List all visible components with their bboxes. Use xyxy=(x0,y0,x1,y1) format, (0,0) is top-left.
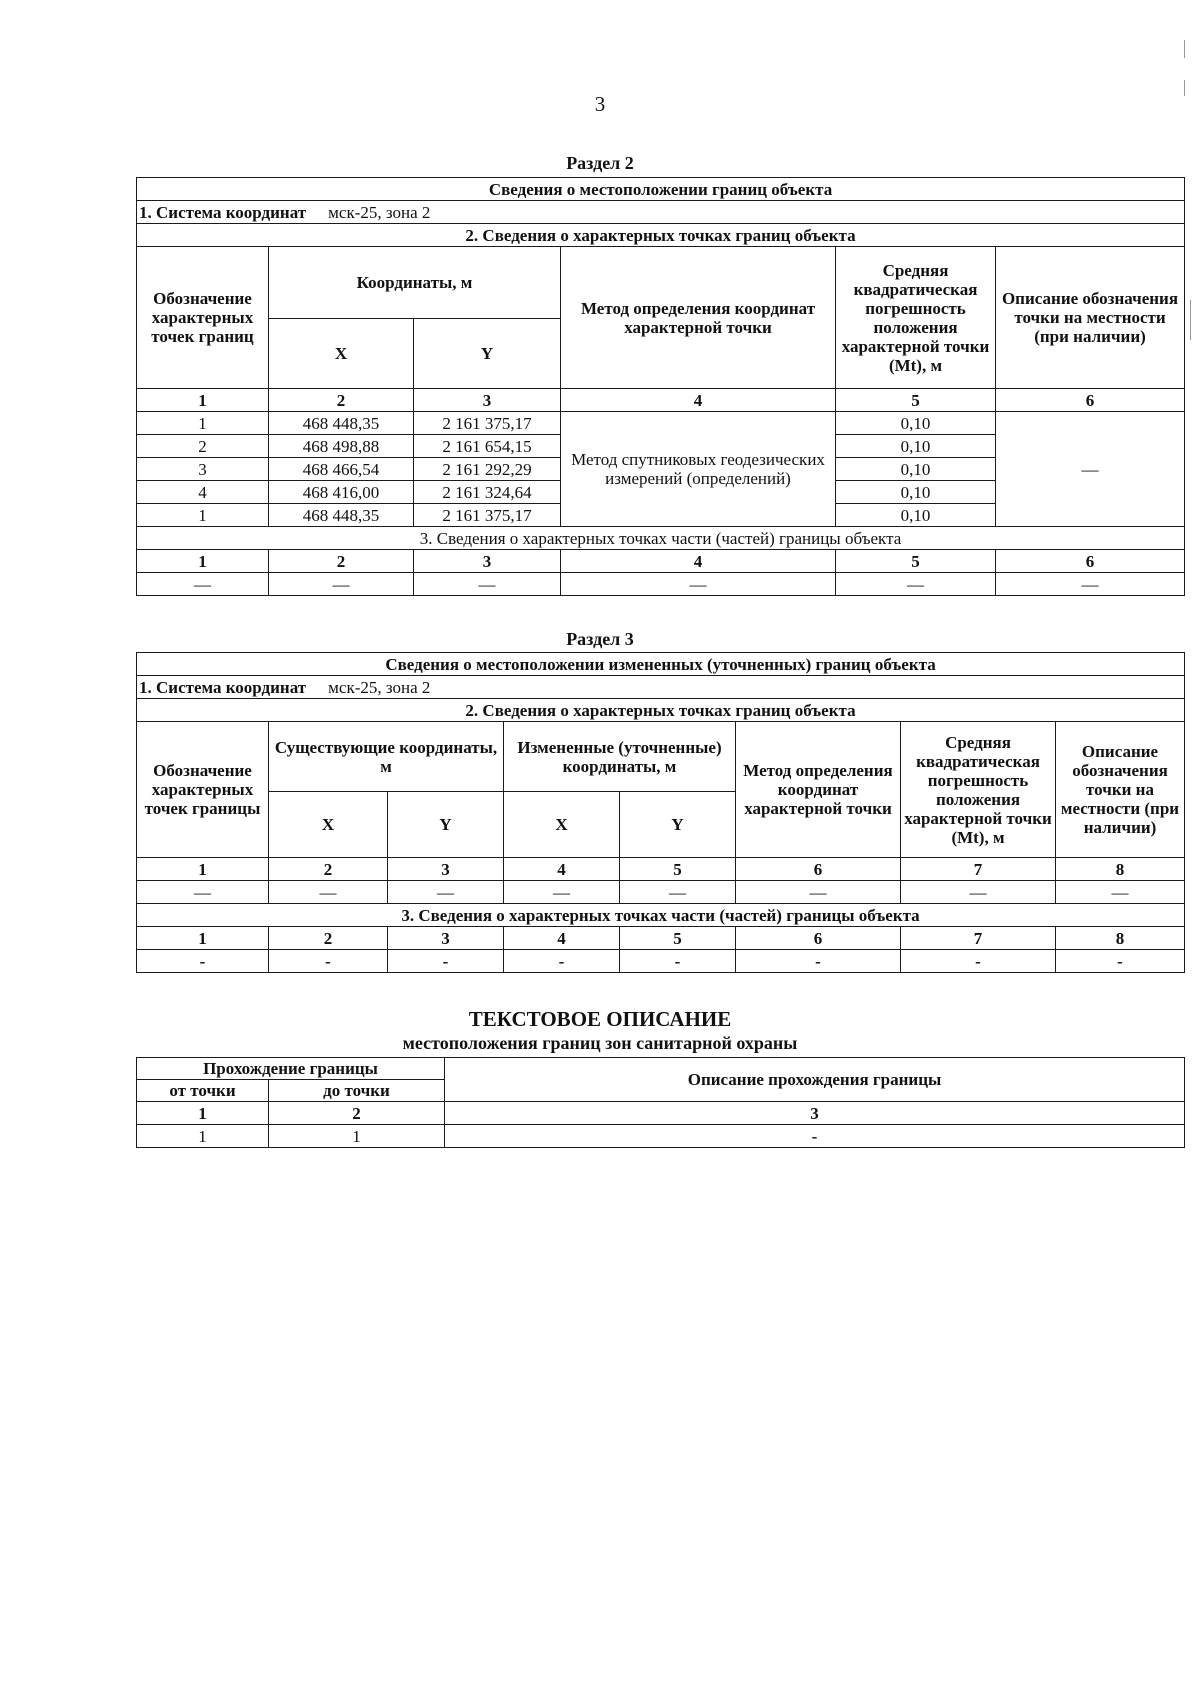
section2-table xyxy=(136,177,1185,596)
coord-system-value: мск-25, зона 2 xyxy=(328,202,431,222)
point-id: 1 xyxy=(137,504,269,527)
header-passage-description: Описание прохождения границы xyxy=(445,1058,1185,1102)
col-number: 3 xyxy=(414,550,561,573)
empty-cell: — xyxy=(561,573,836,596)
header-accuracy: Средняя квадратическая погрешность положения характерной точки (Mt), м xyxy=(836,247,996,389)
col-number: 4 xyxy=(504,858,620,881)
coord-y: 2 161 324,64 xyxy=(414,481,561,504)
accuracy-value: 0,10 xyxy=(836,412,996,435)
empty-cell: — xyxy=(1056,881,1185,904)
header-description: Описание обозначения точки на местности (при наличии) xyxy=(1056,722,1185,858)
col-number: 1 xyxy=(137,927,269,950)
col-number: 1 xyxy=(137,1102,269,1125)
col-number: 6 xyxy=(736,927,901,950)
table-row xyxy=(137,950,1185,973)
header-passage: Прохождение границы xyxy=(137,1058,445,1080)
point-id: 1 xyxy=(137,412,269,435)
header-x: X xyxy=(504,792,620,858)
section2-coord-system xyxy=(137,201,1185,224)
col-number: 1 xyxy=(137,858,269,881)
empty-cell: — xyxy=(736,881,901,904)
col-number: 8 xyxy=(1056,927,1185,950)
header-designation: Обозначение характерных точек границы xyxy=(137,722,269,858)
table-row xyxy=(137,881,1185,904)
description-value: — xyxy=(996,412,1185,527)
point-id: 3 xyxy=(137,458,269,481)
passage-description: - xyxy=(445,1125,1185,1148)
header-y: Y xyxy=(620,792,736,858)
empty-cell: — xyxy=(137,573,269,596)
empty-cell: — xyxy=(996,573,1185,596)
col-number: 5 xyxy=(836,389,996,412)
point-id: 2 xyxy=(137,435,269,458)
page-number: 3 xyxy=(594,92,606,116)
section2-parts-title: 3. Сведения о характерных точках части (частей) границы объекта xyxy=(137,527,1185,550)
empty-cell: - xyxy=(620,950,736,973)
empty-cell: — xyxy=(388,881,504,904)
header-y: Y xyxy=(414,319,561,389)
empty-cell: - xyxy=(388,950,504,973)
col-number: 3 xyxy=(414,389,561,412)
to-point: 1 xyxy=(269,1125,445,1148)
empty-cell: — xyxy=(504,881,620,904)
section2-title: Сведения о местоположении границ объекта xyxy=(137,178,1185,201)
section3-heading: Раздел 3 xyxy=(566,629,634,649)
accuracy-value: 0,10 xyxy=(836,481,996,504)
col-number: 5 xyxy=(620,927,736,950)
text-description-title: ТЕКСТОВОЕ ОПИСАНИЕ xyxy=(468,1007,732,1031)
empty-cell: - xyxy=(1056,950,1185,973)
header-from-point: от точки xyxy=(137,1080,269,1102)
text-description-subtitle: местоположения границ зон санитарной охраны xyxy=(402,1033,798,1053)
empty-cell: — xyxy=(269,881,388,904)
col-number: 4 xyxy=(504,927,620,950)
method-value: Метод спутниковых геодезических измерений (определений) xyxy=(561,412,836,527)
coord-x: 468 416,00 xyxy=(269,481,414,504)
header-method: Метод определения координат характерной точки xyxy=(561,247,836,389)
header-existing-coords: Существующие координаты, м xyxy=(269,722,504,792)
coord-system-value: мск-25, зона 2 xyxy=(328,677,431,697)
col-number: 4 xyxy=(561,389,836,412)
col-number: 3 xyxy=(388,858,504,881)
empty-cell: - xyxy=(736,950,901,973)
header-designation: Обозначение характерных точек границ xyxy=(137,247,269,389)
col-number: 2 xyxy=(269,1102,445,1125)
header-accuracy: Средняя квадратическая погрешность положения характерной точки (Mt), м xyxy=(901,722,1056,858)
col-number: 8 xyxy=(1056,858,1185,881)
table-row xyxy=(137,1125,1185,1148)
col-number: 2 xyxy=(269,389,414,412)
header-to-point: до точки xyxy=(269,1080,445,1102)
table-row xyxy=(137,412,1185,435)
coord-system-label: 1. Система координат xyxy=(139,677,307,697)
col-number: 5 xyxy=(620,858,736,881)
empty-cell: - xyxy=(269,950,388,973)
empty-cell: — xyxy=(269,573,414,596)
col-number: 6 xyxy=(736,858,901,881)
header-x: X xyxy=(269,792,388,858)
from-point: 1 xyxy=(137,1125,269,1148)
header-changed-coords: Измененные (уточненные) координаты, м xyxy=(504,722,736,792)
col-number: 5 xyxy=(836,550,996,573)
col-number: 7 xyxy=(901,927,1056,950)
section3-table xyxy=(136,652,1185,973)
coord-x: 468 466,54 xyxy=(269,458,414,481)
coord-x: 468 448,35 xyxy=(269,412,414,435)
col-number: 3 xyxy=(388,927,504,950)
col-number: 7 xyxy=(901,858,1056,881)
section3-title: Сведения о местоположении измененных (уточненных) границ объекта xyxy=(137,653,1185,676)
col-number: 2 xyxy=(269,927,388,950)
text-description-table xyxy=(136,1057,1185,1148)
section3-parts-title: 3. Сведения о характерных точках части (частей) границы объекта xyxy=(137,904,1185,927)
col-number: 2 xyxy=(269,550,414,573)
header-description: Описание обозначения точки на местности (при наличии) xyxy=(996,247,1185,389)
table-row xyxy=(137,573,1185,596)
col-number: 3 xyxy=(445,1102,1185,1125)
col-number: 1 xyxy=(137,389,269,412)
empty-cell: - xyxy=(504,950,620,973)
accuracy-value: 0,10 xyxy=(836,504,996,527)
col-number: 4 xyxy=(561,550,836,573)
header-x: X xyxy=(269,319,414,389)
empty-cell: - xyxy=(901,950,1056,973)
header-coords: Координаты, м xyxy=(269,247,561,319)
coord-y: 2 161 375,17 xyxy=(414,412,561,435)
empty-cell: - xyxy=(137,950,269,973)
empty-cell: — xyxy=(620,881,736,904)
accuracy-value: 0,10 xyxy=(836,458,996,481)
coord-y: 2 161 375,17 xyxy=(414,504,561,527)
section2-heading: Раздел 2 xyxy=(566,153,634,173)
scan-artifact xyxy=(1184,80,1185,96)
empty-cell: — xyxy=(901,881,1056,904)
section3-points-title: 2. Сведения о характерных точках границ объекта xyxy=(137,699,1185,722)
coord-x: 468 448,35 xyxy=(269,504,414,527)
col-number: 6 xyxy=(996,550,1185,573)
header-y: Y xyxy=(388,792,504,858)
empty-cell: — xyxy=(414,573,561,596)
coord-x: 468 498,88 xyxy=(269,435,414,458)
coord-y: 2 161 292,29 xyxy=(414,458,561,481)
scan-artifact xyxy=(1184,40,1185,58)
scan-artifact xyxy=(1190,300,1191,340)
coord-system-label: 1. Система координат xyxy=(139,202,307,222)
section2-points-title: 2. Сведения о характерных точках границ объекта xyxy=(137,224,1185,247)
empty-cell: — xyxy=(836,573,996,596)
header-method: Метод определения координат характерной точки xyxy=(736,722,901,858)
col-number: 2 xyxy=(269,858,388,881)
coord-y: 2 161 654,15 xyxy=(414,435,561,458)
empty-cell: — xyxy=(137,881,269,904)
section3-coord-system xyxy=(137,676,1185,699)
col-number: 1 xyxy=(137,550,269,573)
accuracy-value: 0,10 xyxy=(836,435,996,458)
col-number: 6 xyxy=(996,389,1185,412)
point-id: 4 xyxy=(137,481,269,504)
